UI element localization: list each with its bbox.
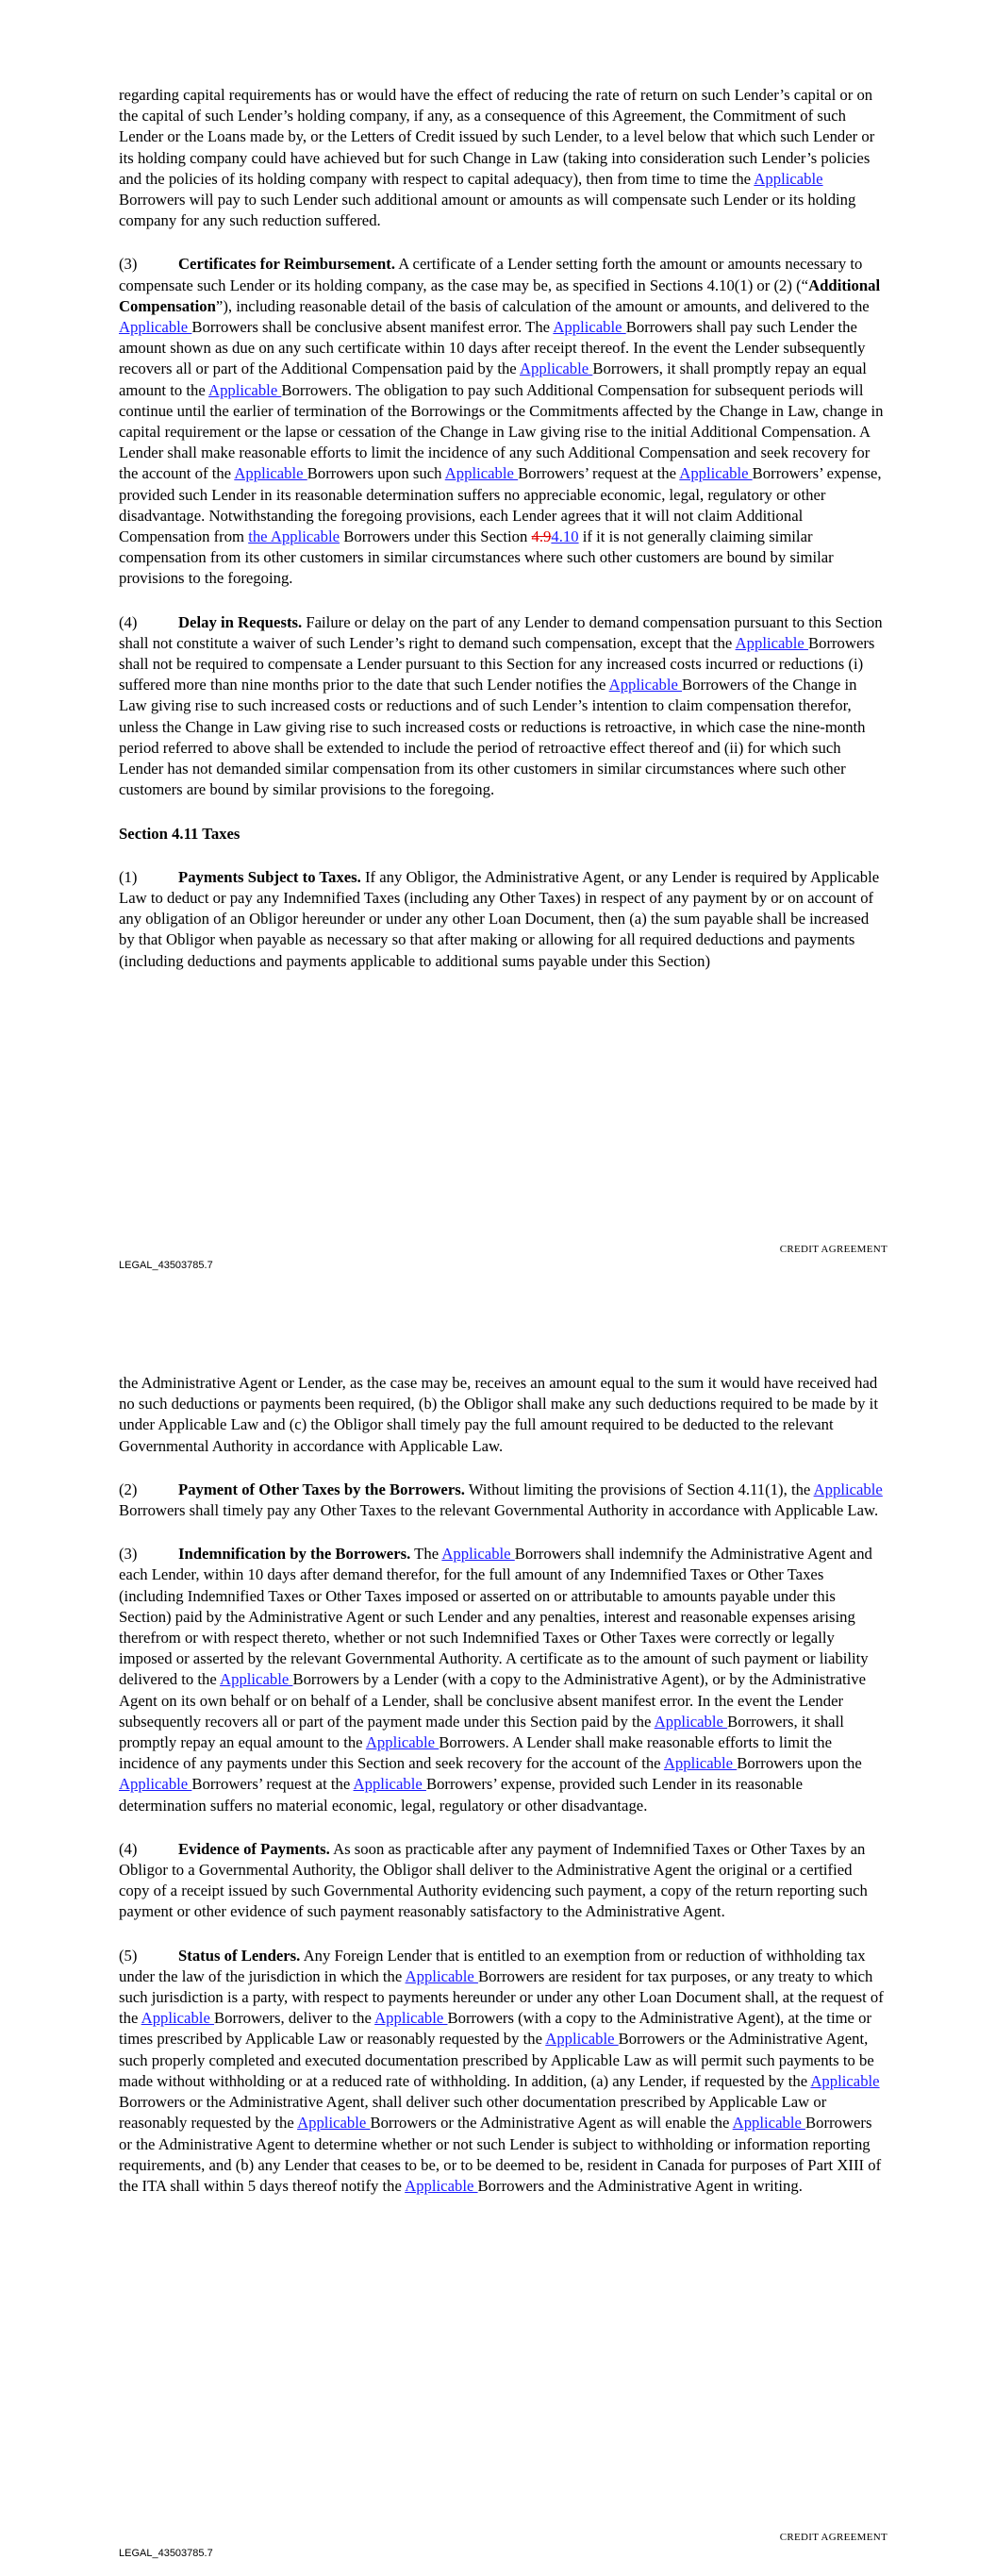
inserted-text[interactable]: Applicable (444, 464, 519, 483)
paragraph-heading: Evidence of Payments. (178, 1839, 330, 1858)
inserted-text[interactable]: Applicable (297, 2114, 371, 2133)
inserted-text[interactable]: Applicable (220, 1670, 293, 1689)
paragraph-heading: Payment of Other Taxes by the Borrowers. (178, 1480, 465, 1498)
inserted-text[interactable]: Applicable (119, 1775, 192, 1794)
inserted-text[interactable]: Applicable (732, 2114, 806, 2133)
inserted-text[interactable]: Applicable (679, 464, 753, 483)
inserted-text[interactable]: Applicable (441, 1545, 515, 1564)
footer-doc-id: LEGAL_43503785.7 (119, 2548, 213, 2559)
inserted-text[interactable]: Applicable (208, 380, 282, 399)
paragraph-heading: Indemnification by the Borrowers. (178, 1545, 411, 1564)
inserted-text[interactable]: Applicable (405, 2176, 478, 2195)
inserted-text[interactable]: the Applicable (248, 527, 340, 546)
inserted-text[interactable]: Applicable (654, 1712, 728, 1731)
inserted-text[interactable]: Applicable (353, 1775, 426, 1794)
inserted-text[interactable]: Applicable (119, 318, 192, 337)
paragraph-evidence-of-payments: (4) Evidence of Payments. As soon as practicable after any payment of Indemnified Taxes or Other Taxes by an Obligor to a Governmental Authority, the Obligor shall deliver to the Administrative Agent the original or a certified copy of a receipt issued by such Governmental Authority evidencing such payment, a copy of the return reporting such payment or other evidence of such payment reasonably satisfactory to the Administrative Agent. (119, 1839, 868, 1921)
inserted-text[interactable]: Applicable (545, 2030, 619, 2049)
inserted-text[interactable]: Applicable (608, 676, 683, 694)
page-2-body (119, 1373, 887, 2219)
inserted-text[interactable]: Applicable (813, 1480, 883, 1498)
paragraph-status-of-lenders: (5) Status of Lenders. Any Foreign Lender that is entitled to an exemption from or reduction of withholding tax under the law of the jurisdiction in which the Applicable Borrowers are resident for tax purposes, or any treaty to which such jurisdiction is a party, with respect to payments hereunder or under any other Loan Document shall, at the request of the Applicable Borrowers, deliver to the Applicable Borrowers (with a copy to the Administrative Agent), at the time or times prescribed by Applicable Law or reasonably requested by the Applicable Borrowers or the Administrative Agent, such properly completed and executed documentation prescribed by Applicable Law as will permit such payments to be made without withholding or at a reduced rate of withholding. In addition, (a) any Lender, if requested by the Applicable Borrowers or the Administrative Agent, shall deliver such other documentation prescribed by Applicable Law or reasonably requested by the Applicable Borrowers or the Administrative Agent as will enable the Applicable Borrowers or the Administrative Agent to determine whether or not such Lender is subject to withholding or information reporting requirements, and (b) any Lender that ceases to be, or to be deemed to be, resident in Canada for purposes of Part XIII of the ITA shall within 5 days thereof notify the Applicable Borrowers and the Administrative Agent in writing. (119, 1946, 884, 2195)
inserted-text[interactable]: Applicable (735, 633, 808, 652)
inserted-text[interactable]: 4.10 (551, 527, 579, 546)
inserted-text[interactable]: Applicable (234, 464, 307, 483)
paragraph-payments-subject-to-taxes: (1) Payments Subject to Taxes. If any Obligor, the Administrative Agent, or any Lender is required by Applicable Law to deduct or pay any Indemnified Taxes (including any Other Taxes) in respect of any payment by or on account of any obligation of an Obligor hereunder or under any other Loan Document, then (a) the sum payable shall be increased by that Obligor when payable as necessary so that after making or allowing for all required deductions and payments (including deductions and payments applicable to additional sums payable under this Section) (119, 867, 880, 970)
inserted-text[interactable]: Applicable (553, 318, 626, 337)
paragraph-indemnification: (3) Indemnification by the Borrowers. The Applicable Borrowers shall indemnify the Administrative Agent and each Lender, within 10 days after demand therefor, for the full amount of any Indemnified Taxes or Other Taxes (including Indemnified Taxes or Other Taxes imposed or asserted on or attributable to amounts payable under this Section) paid by the Administrative Agent or such Lender and any penalties, interest and reasonable expenses arising therefrom or with respect thereto, whether or not such Indemnified Taxes or Other Taxes were correctly or legally imposed or asserted by the relevant Governmental Authority. A certificate as to the amount of such payment or liability delivered to the Applicable Borrowers by a Lender (with a copy to the Administrative Agent), or by the Administrative Agent on its own behalf or on behalf of a Lender, shall be conclusive absent manifest error. In the event the Lender subsequently recovers all or part of the payment made under this Section paid by the Applicable Borrowers, it shall promptly repay an equal amount to the Applicable Borrowers. A Lender shall make reasonable efforts to limit the incidence of any payments under this Section and seek recovery for the account of the Applicable Borrowers upon the Applicable Borrowers’ request at the Applicable Borrowers’ expense, provided such Lender in its reasonable determination suffers no material economic, legal, regulatory or other disadvantage. (119, 1545, 872, 1815)
paragraph-heading: Certificates for Reimbursement. (178, 255, 395, 274)
paragraph-continued: the Administrative Agent or Lender, as the case may be, receives an amount equal to the sum it would have received had no such deductions or payments been required, (b) the Obligor shall make any such deductions required to be made by it under Applicable Law and (c) the Obligor shall timely pay the full amount required to be deducted to the relevant Governmental Authority in accordance with Applicable Law. (119, 1374, 878, 1455)
paragraph-continued: regarding capital requirements has or would have the effect of reducing the rate of return on such Lender’s capital or on the capital of such Lender’s holding company, if any, as a consequence of this Agreement, the Commitment of such Lender or the Loans made by, or the Letters of Credit issued by such Lender, to a level below that which such Lender or its holding company could have achieved but for such Change in Law (taking into consideration such Lender’s policies and the policies of its holding company with respect to capital adequacy), then from time to time the Applicable Borrowers will pay to such Lender such additional amount or amounts as will compensate such Lender or its holding company for any such reduction suffered. (119, 86, 875, 230)
inserted-text[interactable]: Applicable (519, 360, 593, 378)
footer-title: CREDIT AGREEMENT (779, 1244, 887, 1255)
inserted-text[interactable]: Applicable (141, 2009, 215, 2028)
paragraph-delay-in-requests: (4) Delay in Requests. Failure or delay on the part of any Lender to demand compensation pursuant to this Section shall not constitute a waiver of such Lender’s right to demand such compensation, except that the Applicable Borrowers shall not be required to compensate a Lender pursuant to this Section for any increased costs incurred or reductions (i) suffered more than nine months prior to the date that such Lender notifies the Applicable Borrowers of the Change in Law giving rise to such increased costs or reductions and of such Lender’s intention to claim compensation therefor, unless the Change in Law giving rise to such increased costs or reductions is retroactive, in which case the nine-month period referred to above shall be extended to include the period of retroactive effect thereof and (ii) for which such Lender has not demanded similar compensation from its other customers in similar circumstances where such other customers are bound by similar provisions to the foregoing. (119, 612, 883, 799)
inserted-text[interactable]: Applicable (663, 1754, 738, 1773)
inserted-text[interactable]: Applicable (374, 2009, 448, 2028)
deleted-text[interactable]: 4.9 (531, 527, 552, 546)
inserted-text[interactable]: Applicable (365, 1733, 439, 1752)
defined-term: Additional Compensation (119, 276, 881, 315)
section-heading: Section 4.11 Taxes (119, 824, 240, 843)
inserted-text[interactable]: Applicable (405, 1966, 478, 1985)
footer-doc-id: LEGAL_43503785.7 (119, 1260, 213, 1271)
paragraph-heading: Status of Lenders. (178, 1946, 301, 1965)
page-2 (0, 1288, 995, 2576)
paragraph-heading: Payments Subject to Taxes. (178, 867, 361, 886)
paragraph-payment-of-other-taxes: (2) Payment of Other Taxes by the Borrowers. Without limiting the provisions of Section 4.11(1), the Applicable Borrowers shall timely pay any Other Taxes to the relevant Governmental Authority in accordance with Applicable Law. (119, 1480, 883, 1520)
paragraph-heading: Delay in Requests. (178, 612, 303, 631)
footer-title: CREDIT AGREEMENT (779, 2532, 887, 2543)
inserted-text[interactable]: Applicable (754, 169, 823, 188)
page-1-body (119, 85, 887, 995)
inserted-text[interactable]: Applicable (810, 2071, 880, 2090)
paragraph-certificates-for-reimbursement: (3) Certificates for Reimbursement. A certificate of a Lender setting forth the amount or amounts necessary to compensate such Lender or its holding company, as the case may be, as specified in Sections 4.10(1) or (2) (“Additional Compensation”), including reasonable detail of the basis of calculation of the amount or amounts, and delivered to the Applicable Borrowers shall be conclusive absent manifest error. The Applicable Borrowers shall pay such Lender the amount shown as due on any such certificate within 10 days after receipt thereof. In the event the Lender subsequently recovers all or part of the Additional Compensation paid by the Applicable Borrowers, it shall promptly repay an equal amount to the Applicable Borrowers. The obligation to pay such Additional Compensation for subsequent periods will continue until the earlier of termination of the Borrowings or the Commitments affected by the Change in Law, change in capital requirement or the lapse or cessation of the Change in Law giving rise to the initial Additional Compensation. A Lender shall make reasonable efforts to limit the incidence of any such Additional Compensation and seek recovery for the account of the Applicable Borrowers upon such Applicable Borrowers’ request at the Applicable Borrowers’ expense, provided such Lender in its reasonable determination suffers no appreciable economic, legal, regulatory or other disadvantage. Notwithstanding the foregoing provisions, each Lender agrees that it will not claim Additional Compensation from the Applicable Borrowers under this Section 4.94.10 if it is not generally claiming similar compensation from its other customers in similar circumstances where such other customers are bound by similar provisions to the foregoing. (119, 255, 884, 588)
